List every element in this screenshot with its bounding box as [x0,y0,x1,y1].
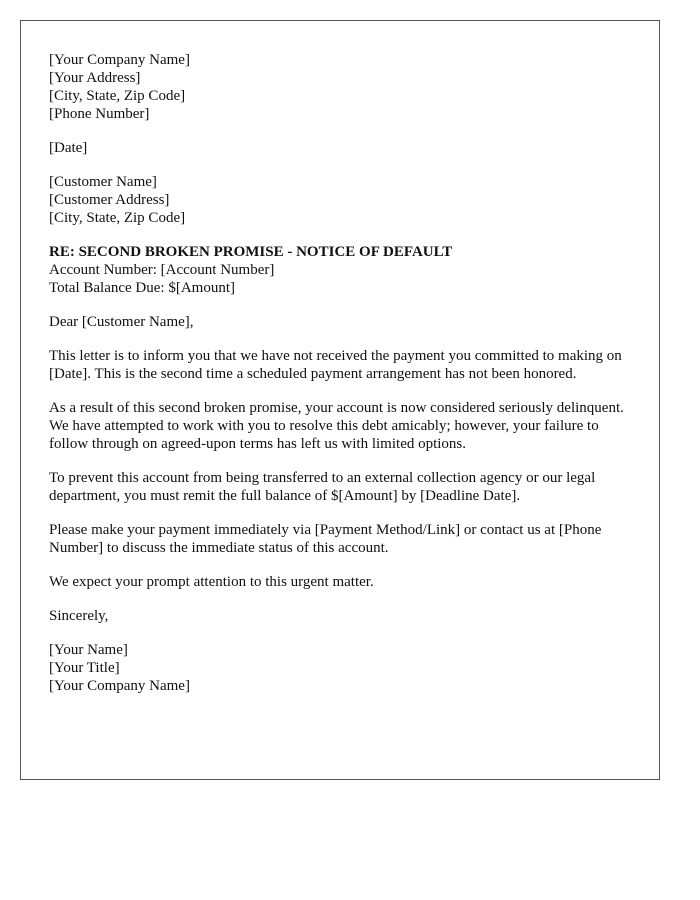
closing: Sincerely, [49,608,109,624]
recipient-name: [Customer Name] [49,174,157,190]
signature-block [49,641,631,695]
body-paragraph-4: Please make your payment immediately via [Payment Method/Link] or contact us at [Phone Number] to discuss the immediate status of this account. [49,522,602,556]
account-number: Account Number: [Account Number] [49,262,275,278]
sender-city-state-zip: [City, State, Zip Code] [49,88,186,104]
recipient-address: [Customer Address] [49,192,170,208]
recipient-block [49,173,631,227]
body-paragraph-3: To prevent this account from being transferred to an external collection agency or our legal department, you must remit the full balance of $[Amount] by [Deadline Date]. [49,470,596,504]
signature-title: [Your Title] [49,660,120,676]
body-paragraph-2: As a result of this second broken promise, your account is now considered seriously delinquent. We have attempted to work with you to resolve this debt amicably; however, your failure to follow through on agreed-upon terms has left us with limited options. [49,400,624,452]
recipient-city-state-zip: [City, State, Zip Code] [49,210,186,226]
sender-phone: [Phone Number] [49,106,150,122]
body-paragraph-1: This letter is to inform you that we have not received the payment you committed to making on [Date]. This is the second time a scheduled payment arrangement has not been honored. [49,348,622,382]
subject-title: RE: SECOND BROKEN PROMISE - NOTICE OF DEFAULT [49,244,453,260]
sender-block [49,51,631,123]
letter-page [20,20,660,780]
sender-company: [Your Company Name] [49,52,190,68]
sender-address: [Your Address] [49,70,141,86]
balance-due: Total Balance Due: $[Amount] [49,280,235,296]
body-paragraph-5: We expect your prompt attention to this urgent matter. [49,574,374,590]
signature-company: [Your Company Name] [49,678,190,694]
subject-block [49,243,631,297]
salutation: Dear [Customer Name], [49,314,194,330]
signature-name: [Your Name] [49,642,128,658]
date-block [49,139,631,157]
letter-date: [Date] [49,140,88,156]
